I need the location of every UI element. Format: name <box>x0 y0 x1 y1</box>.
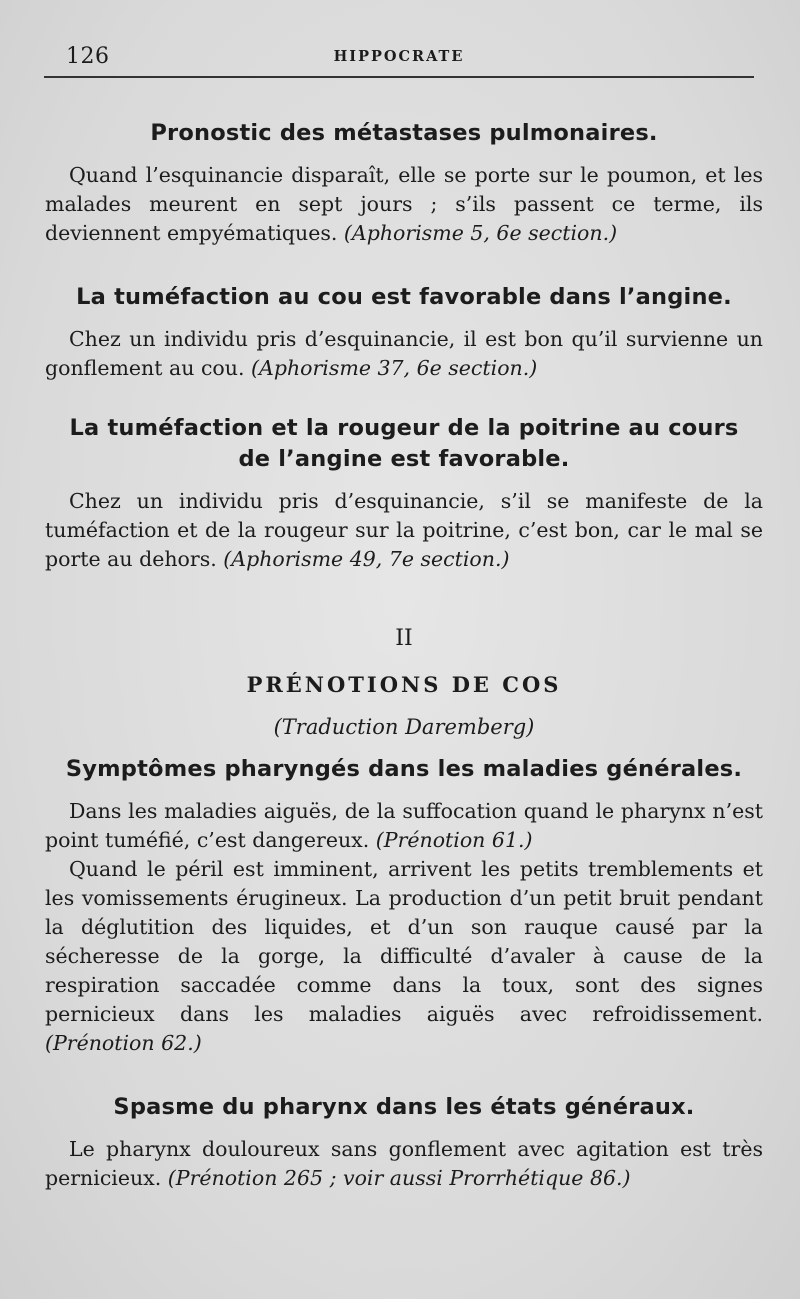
heading-symptomes-pharynges: Symptômes pharyngés dans les maladies générales. <box>65 756 743 782</box>
paragraph-text: Dans les maladies aiguës, de la suffocation quand le pharynx n’est point tuméfié, c’est dangereux. <box>45 799 763 852</box>
paragraph-text: Quand l’esquinancie disparaît, elle se porte sur le poumon, et les malades meurent en sept jours ; s’ils passent ce terme, ils deviennent empyématiques. <box>45 163 763 245</box>
heading-tumefaction-cou: La tuméfaction au cou est favorable dans l’angine. <box>76 284 732 310</box>
paragraph-text: Quand le péril est imminent, arrivent les petits tremblements et les vomissements érugineux. La production d’un petit bruit pendant la déglutition des liquides, et d’un son rauque causé par la sécheresse de la gorge, la difficulté d’avaler à cause de la respiration saccadée comme dans la toux, sont des signes pernicieux dans les maladies aiguës avec refroidissement. <box>45 857 763 1026</box>
reference-citation: (Aphorisme 37, 6e section.) <box>251 356 538 380</box>
running-title: HIPPOCRATE <box>333 48 465 65</box>
reference-citation: (Prénotion 265 ; voir aussi Prorrhétique 86.) <box>167 1166 631 1190</box>
page-content <box>45 118 763 1193</box>
heading-metastases: Pronostic des métastases pulmonaires. <box>150 120 658 146</box>
paragraph-spasme-pharynx <box>45 1135 763 1193</box>
heading-tumefaction-poitrine <box>45 413 763 475</box>
heading-line: de l’angine est favorable. <box>238 446 570 472</box>
section-title: PRÉNOTIONS DE COS <box>246 672 562 697</box>
running-head <box>44 42 754 78</box>
paragraph-peril-imminent <box>45 855 763 1058</box>
section-subtitle: (Traduction Daremberg) <box>273 715 535 739</box>
reference-citation: (Aphorisme 5, 6e section.) <box>343 221 618 245</box>
page-number: 126 <box>66 44 110 69</box>
reference-citation: (Prénotion 61.) <box>375 828 533 852</box>
paragraph-metastases <box>45 161 763 248</box>
heading-line: La tuméfaction et la rougeur de la poitrine au cours <box>69 415 739 441</box>
heading-spasme-pharynx: Spasme du pharynx dans les états généraux. <box>113 1094 695 1120</box>
paragraph-tumefaction-poitrine <box>45 487 763 574</box>
reference-citation: (Prénotion 62.) <box>45 1031 202 1055</box>
paragraph-tumefaction-cou <box>45 325 763 383</box>
section-number: II <box>395 626 413 651</box>
reference-citation: (Aphorisme 49, 7e section.) <box>223 547 510 571</box>
paragraph-text: Chez un individu pris d’esquinancie, s’il se manifeste de la tuméfaction et de la rougeur sur la poitrine, c’est bon, car le mal se porte au dehors. <box>45 489 763 571</box>
paragraph-text: Chez un individu pris d’esquinancie, il est bon qu’il survienne un gonflement au cou. <box>45 327 763 380</box>
paragraph-suffocation <box>45 797 763 855</box>
paragraph-text: Le pharynx douloureux sans gonflement avec agitation est très pernicieux. <box>45 1137 763 1190</box>
